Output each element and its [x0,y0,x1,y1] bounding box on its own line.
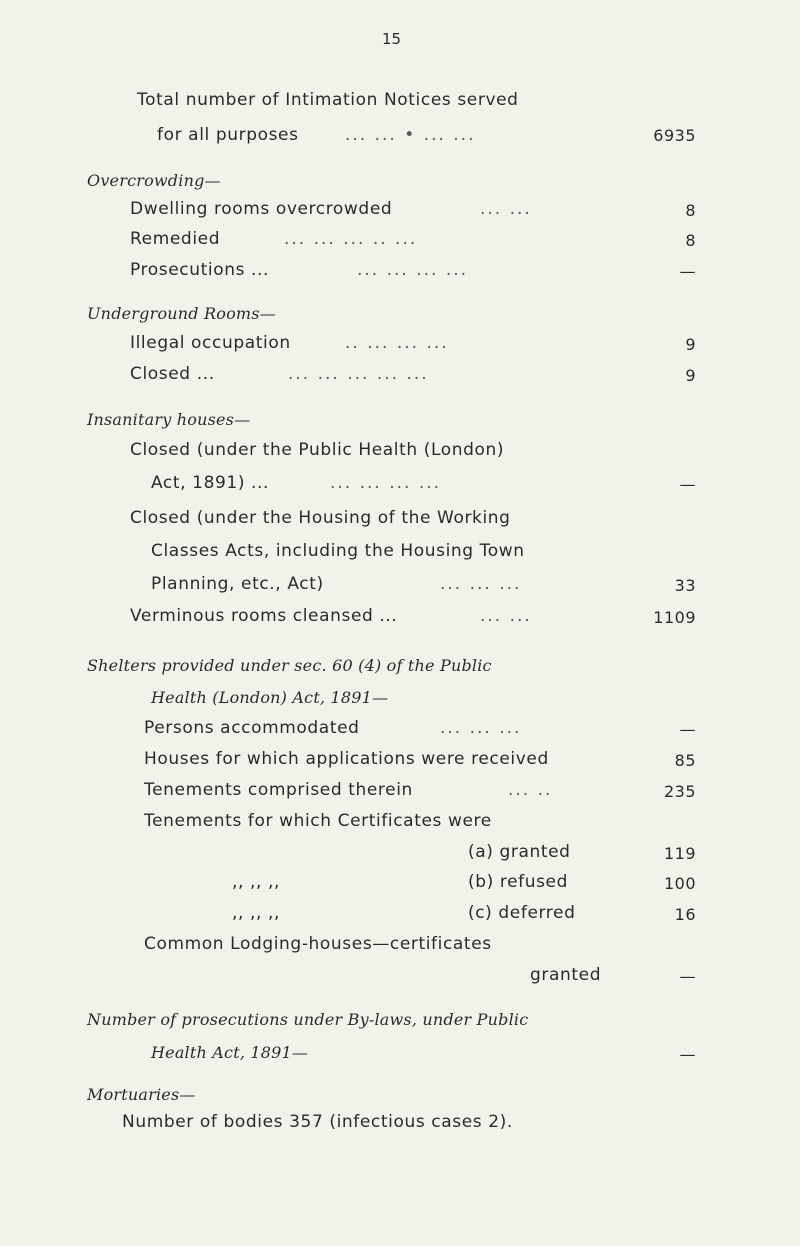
prosecutions-line2: Health Act, 1891— [151,1043,309,1062]
overcrowding-row-value: 8 [685,201,696,220]
overcrowding-row-label: Remedied [130,229,221,249]
overcrowding-row-label: Prosecutions ... [130,260,270,280]
insanitary-row3-leader: ... ... [480,606,532,626]
overcrowding-row-leader: ... ... ... ... [357,260,469,280]
deferred-value: 16 [674,905,696,924]
underground-heading: Underground Rooms— [87,304,276,323]
persons-accommodated-label: Persons accommodated [144,718,360,738]
deferred-label: (c) deferred [468,903,576,923]
overcrowding-row-value: 8 [685,231,696,250]
underground-row-label: Illegal occupation [130,333,291,353]
insanitary-row1-leader: ... ... ... ... [330,473,442,493]
refused-label: (b) refused [468,872,569,892]
overcrowding-row-leader: ... ... [480,199,532,219]
lodging-houses-line1: Common Lodging-houses—certificates [144,934,492,954]
persons-accommodated-value: — [679,720,696,739]
insanitary-row1-value: — [679,475,696,494]
shelters-heading-line1: Shelters provided under sec. 60 (4) of the Public [87,656,492,675]
mortuaries-heading: Mortuaries— [87,1085,196,1104]
insanitary-row2-leader: ... ... ... [440,574,522,594]
insanitary-row1-line2: Act, 1891) ... [151,473,270,493]
persons-accommodated-leader: ... ... ... [440,718,522,738]
page-number: 15 [382,30,402,48]
tenements-comprised-value: 235 [663,782,696,801]
underground-row-leader: ... ... ... ... ... [288,364,429,384]
insanitary-row2-line1: Closed (under the Housing of the Working [130,508,511,528]
overcrowding-row-value: — [679,262,696,281]
insanitary-row3-label: Verminous rooms cleansed ... [130,606,398,626]
intro-line-1: Total number of Intimation Notices served [137,90,519,110]
insanitary-row2-value: 33 [674,576,696,595]
underground-row-leader: .. ... ... ... [345,333,449,353]
prosecutions-value: — [679,1045,696,1064]
insanitary-row3-value: 1109 [653,608,696,627]
granted-label: (a) granted [468,842,571,862]
lodging-houses-line2: granted [530,965,602,985]
underground-row-label: Closed ... [130,364,215,384]
overcrowding-heading: Overcrowding— [87,171,221,190]
intro-line-2: for all purposes [157,125,299,145]
underground-row-value: 9 [685,335,696,354]
houses-applications-label: Houses for which applications were received [144,749,549,769]
tenements-comprised-label: Tenements comprised therein [144,780,413,800]
insanitary-row2-line2: Classes Acts, including the Housing Town [151,541,525,561]
shelters-heading-line2: Health (London) Act, 1891— [151,688,389,707]
houses-applications-value: 85 [674,751,696,770]
certificates-label: Tenements for which Certificates were [144,811,492,831]
overcrowding-row-leader: ... ... ... .. ... [284,229,418,249]
ditto-marks: ,, ,, ,, [232,872,281,892]
insanitary-row2-line3: Planning, etc., Act) [151,574,324,594]
lodging-houses-value: — [679,967,696,986]
prosecutions-line1: Number of prosecutions under By-laws, under Public [87,1010,529,1029]
insanitary-row1-line1: Closed (under the Public Health (London) [130,440,505,460]
underground-row-value: 9 [685,366,696,385]
insanitary-heading: Insanitary houses— [87,410,251,429]
refused-value: 100 [663,874,696,893]
granted-value: 119 [663,844,696,863]
intro-leader: ... ... • ... ... [345,125,476,145]
overcrowding-row-label: Dwelling rooms overcrowded [130,199,393,219]
mortuaries-text: Number of bodies 357 (infectious cases 2). [122,1112,513,1132]
ditto-marks: ,, ,, ,, [232,903,281,923]
tenements-comprised-leader: ... .. [508,780,553,800]
intro-value: 6935 [653,126,696,145]
